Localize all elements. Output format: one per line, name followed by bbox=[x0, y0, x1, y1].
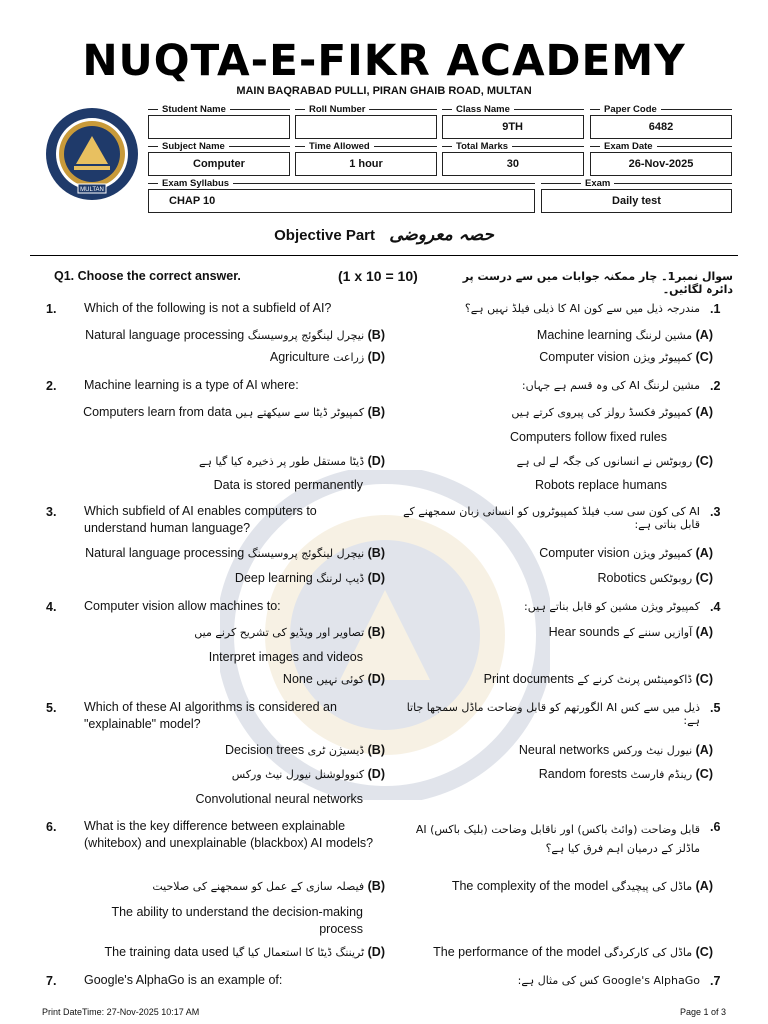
option-c[interactable]: روبوٹس نے انسانوں کی جگہ لے لی ہے (C) bbox=[516, 454, 713, 468]
academy-logo bbox=[44, 106, 140, 202]
option-b[interactable]: Natural language processing نیچرل لینگوئج پروسیسنگ (B) bbox=[85, 546, 385, 560]
question-text: Which of these AI algorithms is considered an "explainable" model? bbox=[84, 700, 337, 731]
question-text-urdu: Google's AlphaGo کس کی مثال ہے: bbox=[517, 974, 700, 987]
question-text-urdu: AI کی کون سی سب فیلڈ کمپیوٹروں کو انسانی زبان سمجھنے کے قابل بناتی ہے: bbox=[403, 505, 700, 531]
question-text-urdu: مشین لرننگ AI کی وہ قسم ہے جہاں: bbox=[521, 379, 700, 392]
class-name-value: 9TH bbox=[442, 115, 584, 139]
option-b[interactable]: Natural language processing نیچرل لینگوئج پروسیسنگ (B) bbox=[85, 328, 385, 342]
total-marks-label: Total Marks bbox=[452, 141, 512, 152]
option-d[interactable]: The training data used ٹریننگ ڈیٹا کا استعمال کیا گیا (D) bbox=[104, 945, 385, 959]
question-text: Which of the following is not a subfield of AI? bbox=[84, 301, 332, 315]
question-number-urdu: .1 bbox=[710, 302, 721, 316]
student-name-value[interactable] bbox=[148, 115, 290, 139]
question-number-urdu: .7 bbox=[710, 974, 721, 988]
question-number-urdu: .2 bbox=[710, 379, 721, 393]
option-a[interactable]: Machine learning مشین لرننگ (A) bbox=[536, 328, 713, 342]
paper-code-label: Paper Code bbox=[600, 104, 661, 115]
student-name-label: Student Name bbox=[158, 104, 230, 115]
option-a-english: Computers follow fixed rules bbox=[509, 430, 667, 444]
exam-syllabus-label: Exam Syllabus bbox=[158, 178, 233, 189]
option-d[interactable]: Deep learning ڈیپ لرننگ (D) bbox=[234, 571, 385, 585]
q1-marks: (1 x 10 = 10) bbox=[338, 268, 418, 284]
time-allowed-value: 1 hour bbox=[295, 152, 437, 176]
page-number: Page 1 of 3 bbox=[679, 1007, 726, 1017]
section-title bbox=[0, 224, 768, 245]
exam-value: Daily test bbox=[541, 189, 732, 213]
question-number: 1. bbox=[46, 302, 57, 316]
class-name-label: Class Name bbox=[452, 104, 514, 115]
option-a[interactable]: Hear sounds آوازیں سننے کے (A) bbox=[548, 625, 713, 639]
option-c[interactable]: Robotics روبوٹکس (C) bbox=[597, 571, 713, 585]
option-b[interactable]: تصاویر اور ویڈیو کی تشریح کرنے میں (B) bbox=[194, 625, 385, 639]
exam-label: Exam bbox=[581, 178, 614, 189]
option-b-english: Interpret images and videos bbox=[208, 650, 363, 664]
academy-title: NUQTA-E-FIKR ACADEMY bbox=[82, 36, 686, 86]
roll-number-value[interactable] bbox=[295, 115, 437, 139]
question-text-urdu: ذیل میں سے کس AI الگورتھم کو قابل وضاحت ماڈل سمجھا جاتا ہے: bbox=[406, 701, 700, 727]
option-c[interactable]: The performance of the model ماڈل کی کارکردگی (C) bbox=[433, 945, 713, 959]
exam-date-value: 26-Nov-2025 bbox=[590, 152, 732, 176]
question-number-urdu: .4 bbox=[710, 600, 721, 614]
question-number: 5. bbox=[46, 701, 57, 715]
exam-date-label: Exam Date bbox=[600, 141, 657, 152]
option-b[interactable]: Decision trees ڈیسیژن ٹری (B) bbox=[224, 743, 385, 757]
option-d[interactable]: Agriculture زراعت (D) bbox=[269, 350, 385, 364]
option-c[interactable]: Computer vision کمپیوٹر ویژن (C) bbox=[539, 350, 713, 364]
question-number: 2. bbox=[46, 379, 57, 393]
question-text-urdu: قابل وضاحت (وائٹ باکس) اور ناقابل وضاحت (بلیک باکس) AI ماڈلز کے درمیان اہم فرق کیا ہے؟ bbox=[415, 823, 700, 855]
section-title-urdu: حصہ معروضی bbox=[389, 225, 494, 245]
q1-heading: Q1. Choose the correct answer. bbox=[54, 269, 241, 283]
question-text-urdu: مندرجہ ذیل میں سے کون AI کا ذیلی فیلڈ نہیں ہے؟ bbox=[464, 302, 700, 315]
question-text: Machine learning is a type of AI where: bbox=[84, 378, 299, 392]
question-text: Which subfield of AI enables computers to understand human language? bbox=[84, 504, 317, 535]
section-divider bbox=[30, 255, 738, 256]
academy-address: MAIN BAQRABAD PULLI, PIRAN GHAIB ROAD, MULTAN bbox=[236, 85, 532, 97]
print-datetime: Print DateTime: 27-Nov-2025 10:17 AM bbox=[42, 1007, 200, 1017]
question-number: 3. bbox=[46, 505, 57, 519]
option-c-english: Robots replace humans bbox=[534, 478, 667, 492]
question-number-urdu: .5 bbox=[710, 701, 721, 715]
question-number-urdu: .6 bbox=[710, 820, 721, 834]
option-a[interactable]: کمپیوٹر فکسڈ رولز کی پیروی کرتے ہیں (A) bbox=[511, 405, 713, 419]
option-a[interactable]: Neural networks نیورل نیٹ ورکس (A) bbox=[518, 743, 713, 757]
section-title-english: Objective Part bbox=[274, 227, 376, 244]
subject-name-value: Computer bbox=[148, 152, 290, 176]
paper-code-value: 6482 bbox=[590, 115, 732, 139]
question-number-urdu: .3 bbox=[710, 505, 721, 519]
option-d[interactable]: ڈیٹا مستقل طور پر ذخیرہ کیا گیا ہے (D) bbox=[199, 454, 385, 468]
q1-heading-urdu: سوال نمبر1۔ چار ممکنہ جوابات میں سے درست پر دائرہ لگائیں۔ bbox=[462, 270, 733, 296]
question-text-urdu: کمپیوٹر ویژن مشین کو قابل بناتے ہیں: bbox=[524, 600, 700, 613]
option-b-english: The ability to understand the decision-making process bbox=[111, 905, 363, 936]
option-a[interactable]: The complexity of the model ماڈل کی پیچیدگی (A) bbox=[451, 879, 713, 893]
question-number: 7. bbox=[46, 974, 57, 988]
question-number: 4. bbox=[46, 600, 57, 614]
option-a[interactable]: Computer vision کمپیوٹر ویژن (A) bbox=[539, 546, 713, 560]
exam-syllabus-value: CHAP 10 bbox=[148, 189, 535, 213]
logo-city-text: MULTAN bbox=[80, 187, 104, 193]
question-text: What is the key difference between explainable (whitebox) and unexplainable (blackbox) AI models? bbox=[84, 819, 374, 850]
option-c[interactable]: Random forests رینڈم فارسٹ (C) bbox=[538, 767, 713, 781]
option-d[interactable]: کنوولوشنل نیورل نیٹ ورکس (D) bbox=[231, 767, 385, 781]
option-c[interactable]: Print documents ڈاکومینٹس پرنٹ کرنے کے (C) bbox=[483, 672, 713, 686]
question-text: Google's AlphaGo is an example of: bbox=[84, 973, 283, 987]
question-text: Computer vision allow machines to: bbox=[84, 599, 281, 613]
roll-number-label: Roll Number bbox=[305, 104, 369, 115]
total-marks-value: 30 bbox=[442, 152, 584, 176]
option-d-english: Convolutional neural networks bbox=[195, 792, 363, 806]
time-allowed-label: Time Allowed bbox=[305, 141, 374, 152]
option-b[interactable]: فیصلہ سازی کے عمل کو سمجھنے کی صلاحیت (B) bbox=[152, 879, 385, 893]
question-number: 6. bbox=[46, 820, 57, 834]
option-d[interactable]: None کوئی نہیں (D) bbox=[282, 672, 385, 686]
option-d-english: Data is stored permanently bbox=[213, 478, 363, 492]
subject-name-label: Subject Name bbox=[158, 141, 229, 152]
option-b[interactable]: Computers learn from data کمپیوٹر ڈیٹا سے سیکھتے ہیں (B) bbox=[83, 405, 385, 419]
